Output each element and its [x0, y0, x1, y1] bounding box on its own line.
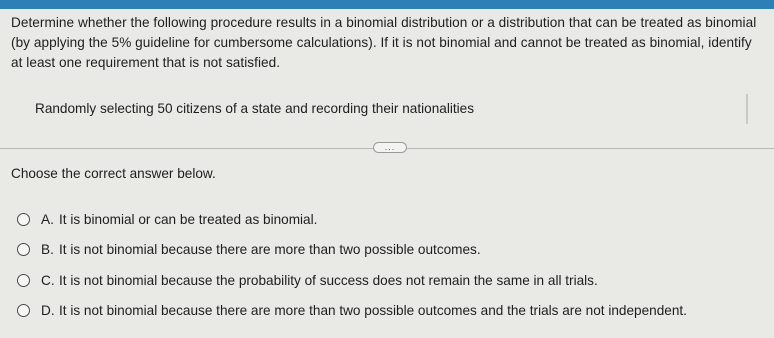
option-a[interactable] — [17, 208, 317, 230]
option-text[interactable]: It is not binomial because the probability of success does not remain the same in all trials. — [59, 272, 598, 288]
option-c[interactable] — [17, 269, 598, 291]
expand-more-button[interactable]: ... — [373, 142, 407, 153]
radio-button-a[interactable] — [17, 213, 30, 226]
option-d[interactable] — [17, 299, 687, 321]
radio-button-c[interactable] — [17, 274, 30, 287]
answer-prompt: Choose the correct answer below. — [11, 166, 216, 181]
option-b[interactable] — [17, 238, 481, 260]
option-text[interactable]: It is not binomial because there are more than two possible outcomes and the trials are not independent. — [59, 302, 687, 318]
option-text[interactable]: It is not binomial because there are more than two possible outcomes. — [59, 241, 481, 257]
option-letter: D. — [41, 302, 55, 318]
radio-button-b[interactable] — [17, 243, 30, 256]
option-letter: A. — [41, 211, 54, 227]
option-letter: C. — [41, 272, 55, 288]
option-text[interactable]: It is binomial or can be treated as binomial. — [59, 211, 318, 227]
option-letter: B. — [41, 241, 54, 257]
top-bar — [0, 0, 774, 9]
scrollbar-handle[interactable] — [746, 94, 748, 124]
radio-button-d[interactable] — [17, 304, 30, 317]
scenario-text: Randomly selecting 50 citizens of a state and recording their nationalities — [35, 101, 475, 116]
question-text: Determine whether the following procedure results in a binomial distribution or a distribution that can be treated as binomial (by applying the 5% guideline for cumbersome calculations). If it is not binomial and cannot be treated as binomial, identify at least one requirement that is not satisfied. — [11, 15, 757, 70]
